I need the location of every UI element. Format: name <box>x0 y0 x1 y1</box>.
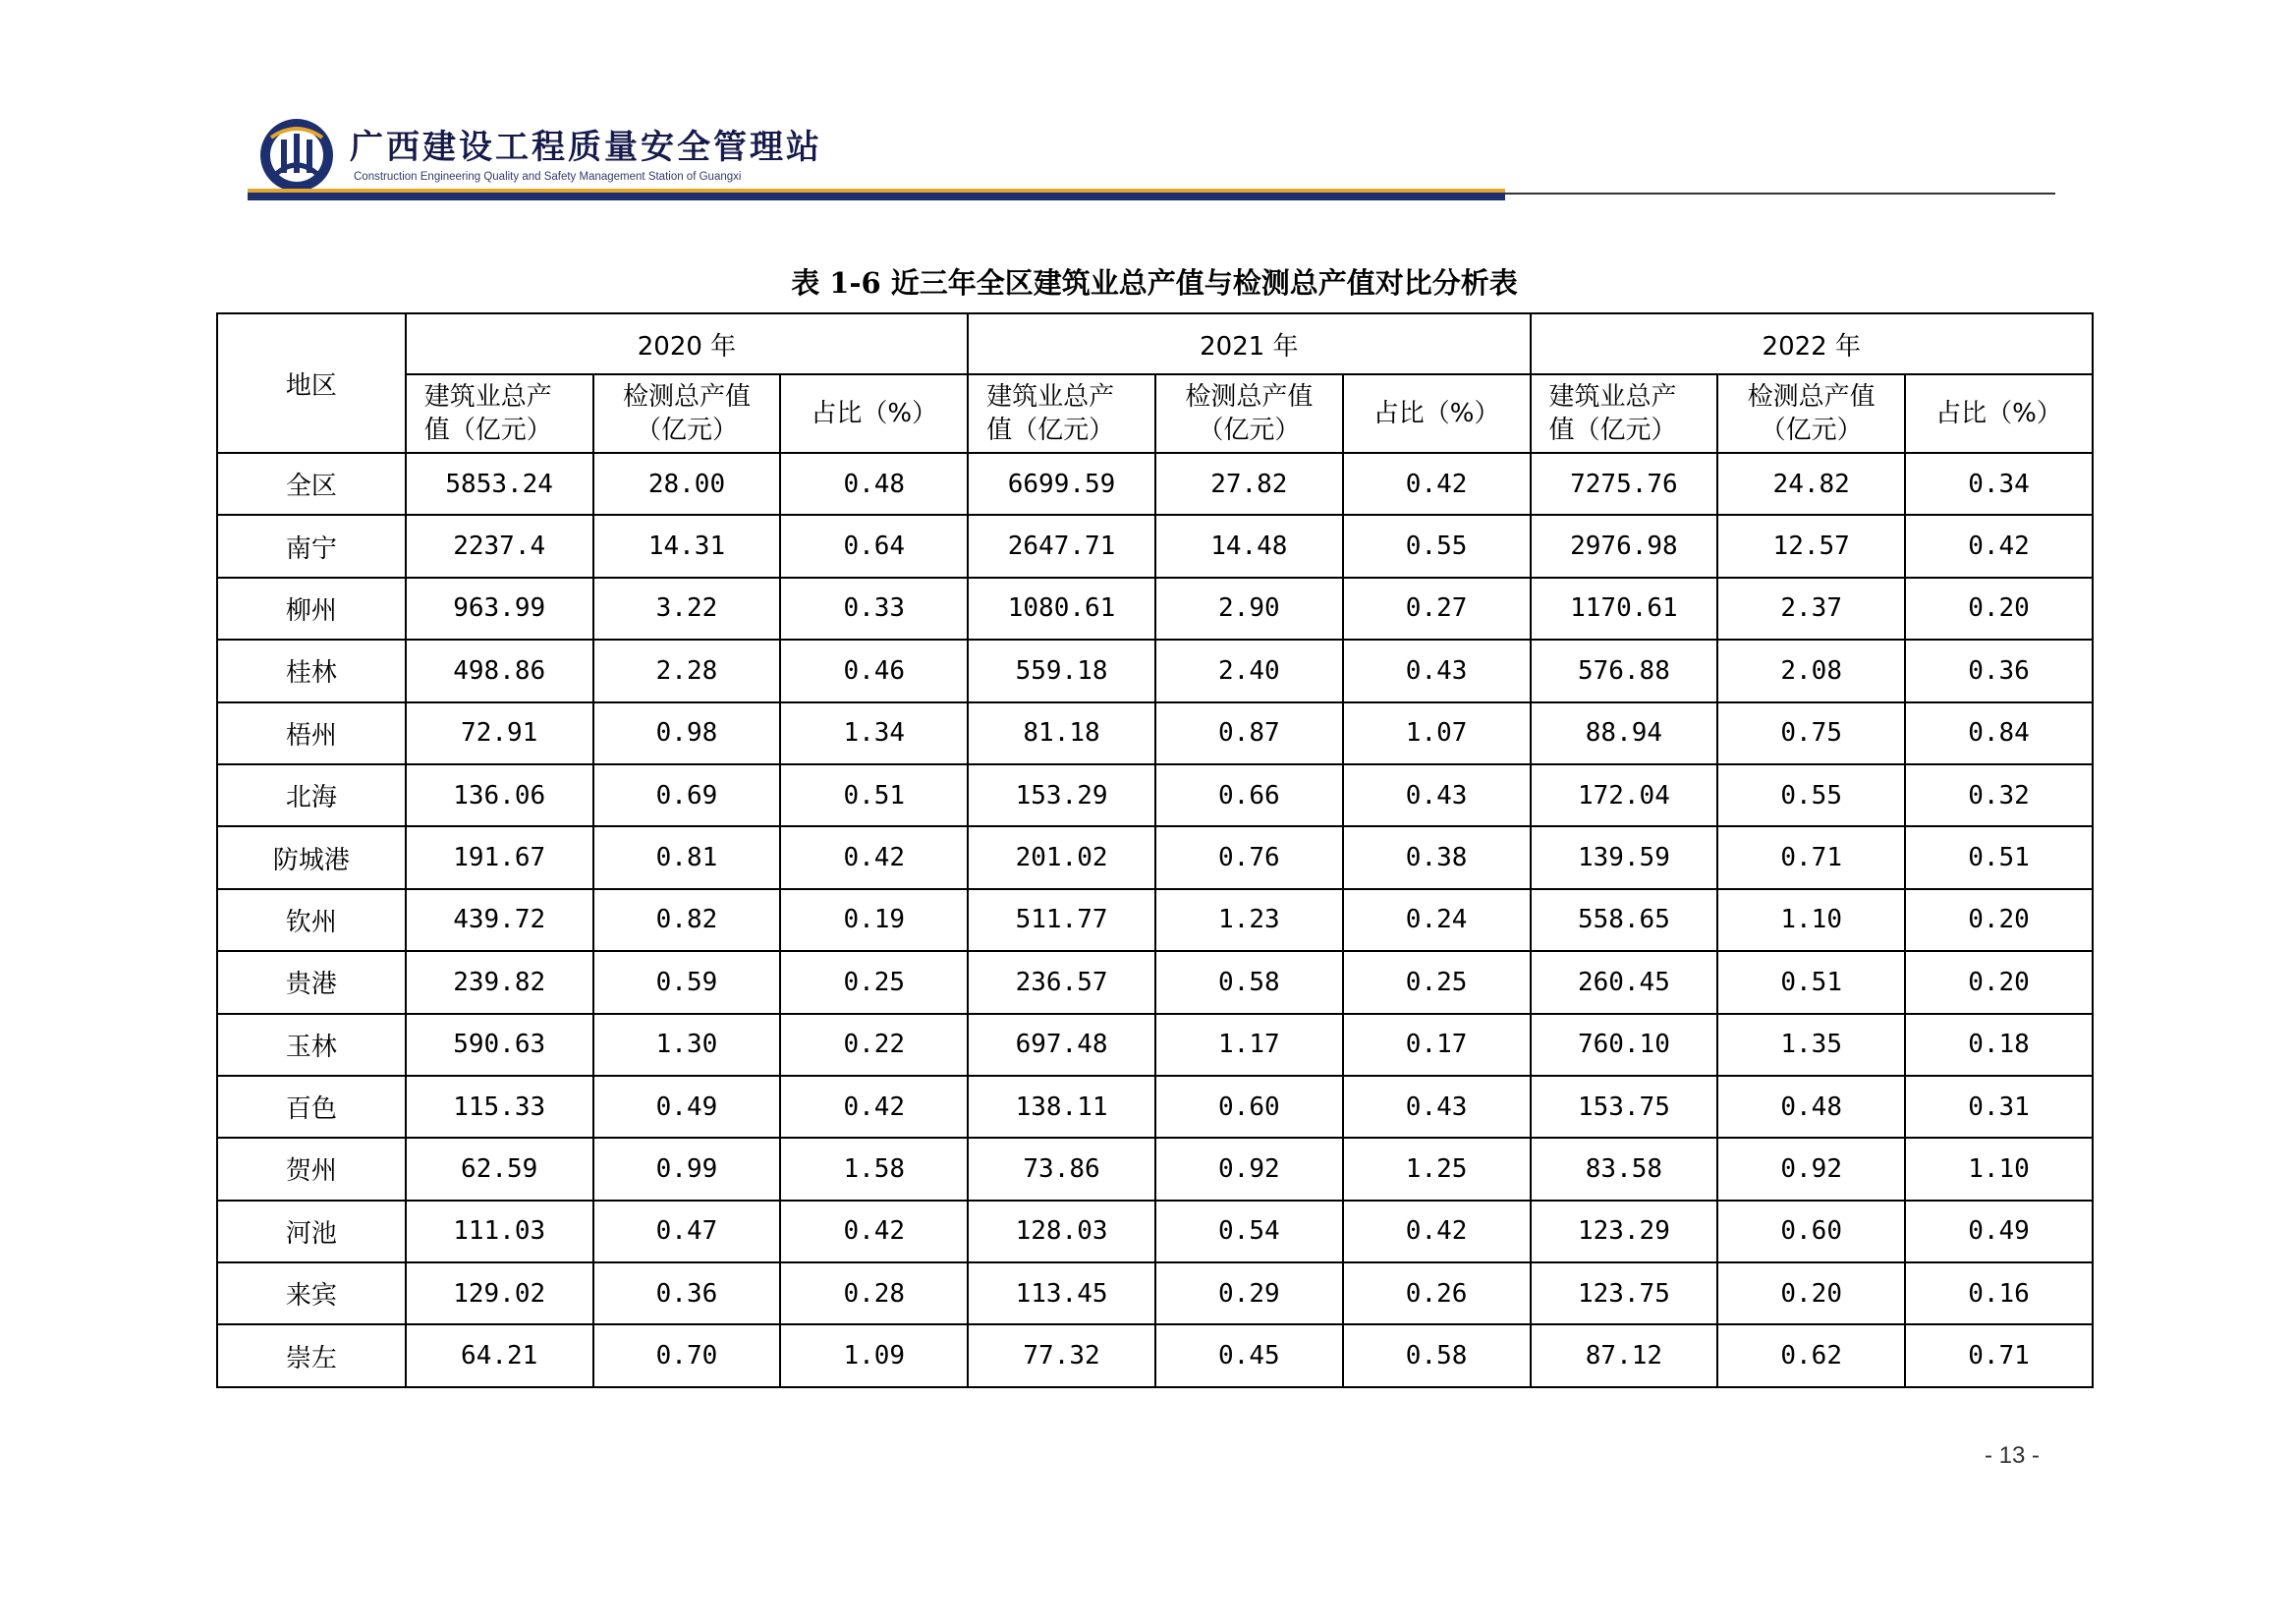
value-cell: 239.82 <box>406 951 593 1013</box>
testing-output-header-line2: （亿元） <box>1198 416 1301 445</box>
value-cell: 1.17 <box>1155 1014 1343 1076</box>
value-cell: 963.99 <box>406 578 593 640</box>
value-cell: 0.36 <box>593 1262 781 1324</box>
value-cell: 128.03 <box>968 1201 1155 1262</box>
region-cell: 贺州 <box>217 1138 406 1200</box>
value-cell: 1080.61 <box>968 578 1155 640</box>
region-cell: 北海 <box>217 764 406 826</box>
value-cell: 24.82 <box>1717 453 1905 515</box>
testing-output-header-line2: （亿元） <box>635 416 738 445</box>
testing-output-header-2021 <box>1155 374 1343 453</box>
value-cell: 439.72 <box>406 889 593 951</box>
year-header-2022: 2022 年 <box>1531 313 2093 374</box>
year-header-2021: 2021 年 <box>968 313 1530 374</box>
value-cell: 81.18 <box>968 702 1155 764</box>
value-cell: 0.98 <box>593 702 781 764</box>
value-cell: 260.45 <box>1531 951 1718 1013</box>
table-row <box>217 1262 2093 1324</box>
value-cell: 1.10 <box>1717 889 1905 951</box>
value-cell: 0.81 <box>593 826 781 888</box>
table-row <box>217 1138 2093 1200</box>
value-cell: 0.42 <box>1343 1201 1531 1262</box>
value-cell: 0.64 <box>780 515 968 577</box>
region-cell: 防城港 <box>217 826 406 888</box>
org-logo-icon <box>257 116 336 195</box>
region-cell: 南宁 <box>217 515 406 577</box>
value-cell: 0.19 <box>780 889 968 951</box>
value-cell: 2.08 <box>1717 640 1905 701</box>
table-body <box>217 453 2093 1387</box>
construction-output-header-2022 <box>1531 374 1718 453</box>
region-cell: 桂林 <box>217 640 406 701</box>
value-cell: 2.40 <box>1155 640 1343 701</box>
value-cell: 87.12 <box>1531 1324 1718 1386</box>
ratio-header-2020: 占比（%） <box>780 374 968 453</box>
testing-output-header-2020 <box>593 374 781 453</box>
region-cell: 崇左 <box>217 1324 406 1386</box>
value-cell: 0.22 <box>780 1014 968 1076</box>
page-number: - 13 - <box>1985 1442 2041 1469</box>
construction-output-header-line2: 值（亿元） <box>423 416 552 445</box>
value-cell: 0.47 <box>593 1201 781 1262</box>
value-cell: 7275.76 <box>1531 453 1718 515</box>
value-cell: 0.17 <box>1343 1014 1531 1076</box>
construction-output-header-line1: 建筑业总产 <box>423 382 552 412</box>
table-row <box>217 889 2093 951</box>
testing-output-header-line1: 检测总产值 <box>622 382 751 412</box>
value-cell: 0.66 <box>1155 764 1343 826</box>
value-cell: 0.76 <box>1155 826 1343 888</box>
value-cell: 0.58 <box>1343 1324 1531 1386</box>
value-cell: 0.20 <box>1905 951 2093 1013</box>
org-name: 广西建设工程质量安全管理站 <box>350 128 822 167</box>
testing-output-header-line1: 检测总产值 <box>1185 382 1314 412</box>
table-row <box>217 1324 2093 1386</box>
testing-output-header-line1: 检测总产值 <box>1747 382 1876 412</box>
value-cell: 0.42 <box>780 1076 968 1138</box>
value-cell: 511.77 <box>968 889 1155 951</box>
value-cell: 0.48 <box>1717 1076 1905 1138</box>
value-cell: 0.38 <box>1343 826 1531 888</box>
region-cell: 河池 <box>217 1201 406 1262</box>
value-cell: 73.86 <box>968 1138 1155 1200</box>
value-cell: 0.26 <box>1343 1262 1531 1324</box>
value-cell: 153.29 <box>968 764 1155 826</box>
value-cell: 0.25 <box>780 951 968 1013</box>
construction-output-header-line1: 建筑业总产 <box>986 382 1115 412</box>
table-row <box>217 702 2093 764</box>
value-cell: 0.71 <box>1717 826 1905 888</box>
table-row <box>217 578 2093 640</box>
value-cell: 2647.71 <box>968 515 1155 577</box>
value-cell: 0.27 <box>1343 578 1531 640</box>
value-cell: 191.67 <box>406 826 593 888</box>
value-cell: 62.59 <box>406 1138 593 1200</box>
value-cell: 123.29 <box>1531 1201 1718 1262</box>
value-cell: 0.55 <box>1343 515 1531 577</box>
value-cell: 0.51 <box>1905 826 2093 888</box>
value-cell: 0.31 <box>1905 1076 2093 1138</box>
region-cell: 玉林 <box>217 1014 406 1076</box>
value-cell: 1.09 <box>780 1324 968 1386</box>
value-cell: 0.75 <box>1717 702 1905 764</box>
value-cell: 1.10 <box>1905 1138 2093 1200</box>
value-cell: 0.29 <box>1155 1262 1343 1324</box>
header-rule-thin <box>1505 193 2055 195</box>
region-cell: 来宾 <box>217 1262 406 1324</box>
table-row <box>217 515 2093 577</box>
region-cell: 钦州 <box>217 889 406 951</box>
region-cell: 柳州 <box>217 578 406 640</box>
value-cell: 14.48 <box>1155 515 1343 577</box>
value-cell: 558.65 <box>1531 889 1718 951</box>
value-cell: 697.48 <box>968 1014 1155 1076</box>
value-cell: 0.92 <box>1717 1138 1905 1200</box>
region-cell: 全区 <box>217 453 406 515</box>
value-cell: 72.91 <box>406 702 593 764</box>
value-cell: 0.69 <box>593 764 781 826</box>
value-cell: 0.20 <box>1905 889 2093 951</box>
value-cell: 115.33 <box>406 1076 593 1138</box>
sub-header-row <box>217 374 2093 453</box>
table-row <box>217 826 2093 888</box>
value-cell: 0.28 <box>780 1262 968 1324</box>
value-cell: 2976.98 <box>1531 515 1718 577</box>
value-cell: 498.86 <box>406 640 593 701</box>
ratio-header-2021: 占比（%） <box>1343 374 1531 453</box>
value-cell: 760.10 <box>1531 1014 1718 1076</box>
value-cell: 559.18 <box>968 640 1155 701</box>
value-cell: 27.82 <box>1155 453 1343 515</box>
header-rule-navy <box>248 193 1505 200</box>
value-cell: 113.45 <box>968 1262 1155 1324</box>
value-cell: 0.20 <box>1905 578 2093 640</box>
value-cell: 1.25 <box>1343 1138 1531 1200</box>
value-cell: 0.33 <box>780 578 968 640</box>
value-cell: 2.37 <box>1717 578 1905 640</box>
value-cell: 0.70 <box>593 1324 781 1386</box>
value-cell: 0.87 <box>1155 702 1343 764</box>
value-cell: 0.45 <box>1155 1324 1343 1386</box>
value-cell: 0.43 <box>1343 640 1531 701</box>
value-cell: 0.16 <box>1905 1262 2093 1324</box>
value-cell: 1.23 <box>1155 889 1343 951</box>
value-cell: 1.30 <box>593 1014 781 1076</box>
value-cell: 0.18 <box>1905 1014 2093 1076</box>
value-cell: 1.34 <box>780 702 968 764</box>
value-cell: 0.60 <box>1155 1076 1343 1138</box>
value-cell: 0.42 <box>1343 453 1531 515</box>
value-cell: 0.49 <box>1905 1201 2093 1262</box>
value-cell: 590.63 <box>406 1014 593 1076</box>
value-cell: 136.06 <box>406 764 593 826</box>
comparison-table <box>216 312 2094 1388</box>
value-cell: 0.82 <box>593 889 781 951</box>
value-cell: 12.57 <box>1717 515 1905 577</box>
value-cell: 0.59 <box>593 951 781 1013</box>
table-row <box>217 764 2093 826</box>
testing-output-header-line2: （亿元） <box>1760 416 1863 445</box>
value-cell: 1.35 <box>1717 1014 1905 1076</box>
value-cell: 6699.59 <box>968 453 1155 515</box>
value-cell: 0.20 <box>1717 1262 1905 1324</box>
value-cell: 2237.4 <box>406 515 593 577</box>
year-header-2020: 2020 年 <box>406 313 968 374</box>
construction-output-header-line2: 值（亿元） <box>986 416 1115 445</box>
value-cell: 0.92 <box>1155 1138 1343 1200</box>
construction-output-header-line1: 建筑业总产 <box>1548 382 1677 412</box>
value-cell: 2.90 <box>1155 578 1343 640</box>
value-cell: 111.03 <box>406 1201 593 1262</box>
value-cell: 3.22 <box>593 578 781 640</box>
table-row <box>217 1014 2093 1076</box>
value-cell: 201.02 <box>968 826 1155 888</box>
value-cell: 0.25 <box>1343 951 1531 1013</box>
value-cell: 123.75 <box>1531 1262 1718 1324</box>
value-cell: 0.42 <box>780 826 968 888</box>
construction-output-header-2021 <box>968 374 1155 453</box>
region-header: 地区 <box>217 313 406 453</box>
table-row <box>217 951 2093 1013</box>
table-row <box>217 453 2093 515</box>
value-cell: 0.49 <box>593 1076 781 1138</box>
value-cell: 0.36 <box>1905 640 2093 701</box>
value-cell: 88.94 <box>1531 702 1718 764</box>
construction-output-header-2020 <box>406 374 593 453</box>
value-cell: 0.51 <box>1717 951 1905 1013</box>
value-cell: 28.00 <box>593 453 781 515</box>
org-name-english: Construction Engineering Quality and Safety Management Station of Guangxi <box>354 171 742 183</box>
value-cell: 0.43 <box>1343 1076 1531 1138</box>
value-cell: 0.55 <box>1717 764 1905 826</box>
region-cell: 百色 <box>217 1076 406 1138</box>
value-cell: 2.28 <box>593 640 781 701</box>
value-cell: 0.58 <box>1155 951 1343 1013</box>
value-cell: 138.11 <box>968 1076 1155 1138</box>
value-cell: 1.07 <box>1343 702 1531 764</box>
value-cell: 1.58 <box>780 1138 968 1200</box>
value-cell: 5853.24 <box>406 453 593 515</box>
value-cell: 172.04 <box>1531 764 1718 826</box>
region-cell: 梧州 <box>217 702 406 764</box>
value-cell: 14.31 <box>593 515 781 577</box>
value-cell: 0.42 <box>780 1201 968 1262</box>
value-cell: 1170.61 <box>1531 578 1718 640</box>
value-cell: 129.02 <box>406 1262 593 1324</box>
value-cell: 83.58 <box>1531 1138 1718 1200</box>
table-row <box>217 1201 2093 1262</box>
value-cell: 64.21 <box>406 1324 593 1386</box>
value-cell: 0.48 <box>780 453 968 515</box>
value-cell: 0.84 <box>1905 702 2093 764</box>
value-cell: 0.34 <box>1905 453 2093 515</box>
table-row <box>217 640 2093 701</box>
value-cell: 0.62 <box>1717 1324 1905 1386</box>
region-cell: 贵港 <box>217 951 406 1013</box>
value-cell: 576.88 <box>1531 640 1718 701</box>
value-cell: 77.32 <box>968 1324 1155 1386</box>
table-caption: 表 1-6 近三年全区建筑业总产值与检测总产值对比分析表 <box>791 266 1518 300</box>
value-cell: 0.24 <box>1343 889 1531 951</box>
value-cell: 0.71 <box>1905 1324 2093 1386</box>
value-cell: 0.51 <box>780 764 968 826</box>
value-cell: 0.99 <box>593 1138 781 1200</box>
value-cell: 0.42 <box>1905 515 2093 577</box>
letterhead <box>248 110 2055 208</box>
value-cell: 236.57 <box>968 951 1155 1013</box>
ratio-header-2022: 占比（%） <box>1905 374 2093 453</box>
value-cell: 0.32 <box>1905 764 2093 826</box>
testing-output-header-2022 <box>1717 374 1905 453</box>
construction-output-header-line2: 值（亿元） <box>1548 416 1677 445</box>
value-cell: 153.75 <box>1531 1076 1718 1138</box>
value-cell: 139.59 <box>1531 826 1718 888</box>
table-row <box>217 1076 2093 1138</box>
value-cell: 0.54 <box>1155 1201 1343 1262</box>
value-cell: 0.43 <box>1343 764 1531 826</box>
year-header-row <box>217 313 2093 374</box>
value-cell: 0.60 <box>1717 1201 1905 1262</box>
value-cell: 0.46 <box>780 640 968 701</box>
